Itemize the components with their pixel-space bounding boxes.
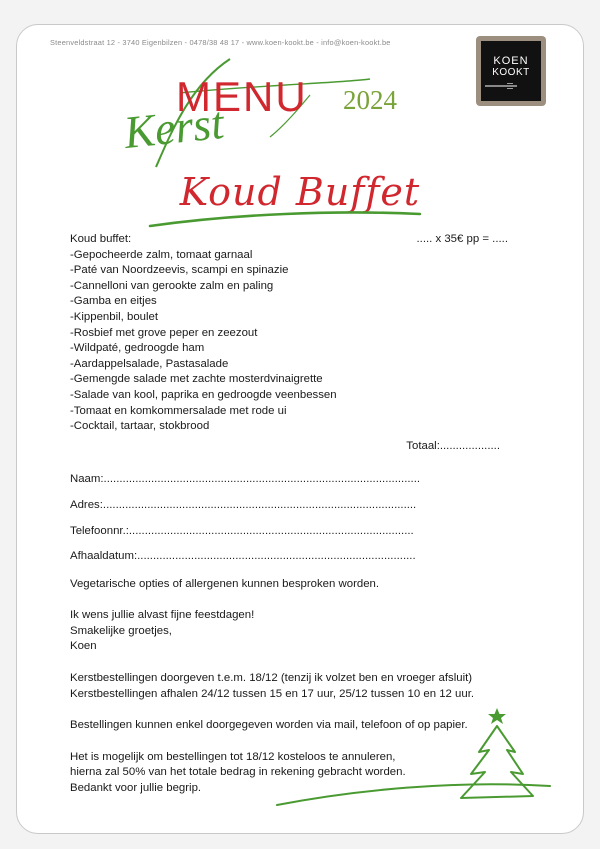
list-item: -Kippenbil, boulet xyxy=(70,310,159,323)
logo-text-koen: KOEN xyxy=(493,55,529,67)
list-item: -Aardappelsalade, Pastasalade xyxy=(70,357,229,370)
total-field[interactable]: Totaal:................... xyxy=(406,439,500,452)
order-info-block xyxy=(70,671,540,702)
contact-line: Steenveldstraat 12 - 3740 Eigenbilzen - 0478/38 48 17 - www.koen-kookt.be - info@koen-kookt.be xyxy=(50,38,391,47)
christmas-tree-icon xyxy=(275,700,555,812)
name-field[interactable]: Naam:.................................................................................................... xyxy=(70,473,421,486)
list-item: -Wildpaté, gedroogde ham xyxy=(70,342,205,355)
signature-text: Koen xyxy=(70,640,97,653)
price-line[interactable]: ..... x 35€ pp = ..... xyxy=(416,233,508,245)
title-year: 2024 xyxy=(343,85,397,115)
list-item: -Salade van kool, paprika en gedroogde veenbessen xyxy=(70,388,337,401)
list-item: -Paté van Noordzeevis, scampi en spinazie xyxy=(70,264,289,277)
vegetarian-note: Vegetarische opties of allergenen kunnen besproken worden. xyxy=(70,577,380,590)
pickup-date-field[interactable]: Afhaaldatum:........................................................................................ xyxy=(70,550,416,563)
cancel-text-1: Het is mogelijk om bestellingen tot 18/12 kosteloos te annuleren, xyxy=(70,750,396,763)
pickup-times-text: Kerstbestellingen afhalen 24/12 tussen 15 en 17 uur, 25/12 tussen 10 en 12 uur. xyxy=(70,687,475,700)
order-deadline-text: Kerstbestellingen doorgeven t.e.m. 18/12 (tenzij ik volzet ben en vroeger afsluit) xyxy=(70,672,473,685)
title-kerst: Kerst xyxy=(121,96,227,159)
cancel-text-2: hierna zal 50% van het totale bedrag in rekening gebracht worden. xyxy=(70,766,406,779)
section-title: Koud Buffet xyxy=(179,170,421,214)
koen-kookt-logo xyxy=(476,36,546,106)
buffet-item-list xyxy=(70,248,540,435)
buffet-heading-row xyxy=(70,232,540,248)
kerstmenu-title xyxy=(120,55,440,175)
logo-inner xyxy=(481,41,541,101)
address-field[interactable]: Adres:................................................................................................... xyxy=(70,498,417,511)
underline-swash-icon xyxy=(145,208,425,232)
title-menu: MENU xyxy=(176,73,308,120)
list-item: -Cocktail, tartaar, stokbrood xyxy=(70,420,210,433)
phone-field[interactable]: Telefoonnr.:.......................................................................................... xyxy=(70,524,414,537)
logo-text-kookt: KOOKT xyxy=(492,67,530,78)
list-item: -Gepocheerde zalm, tomaat garnaal xyxy=(70,248,253,261)
list-item: -Cannelloni van gerookte zalm en paling xyxy=(70,279,274,292)
wish-text: Ik wens jullie alvast fijne feestdagen! xyxy=(70,609,255,622)
buffet-heading: Koud buffet: xyxy=(70,233,132,245)
list-item: -Gemengde salade met zachte mosterdvinaigrette xyxy=(70,373,323,386)
thanks-text: Bedankt voor jullie begrip. xyxy=(70,782,202,795)
greeting-block xyxy=(70,608,540,655)
list-item: -Tomaat en komkommersalade met rode ui xyxy=(70,404,287,417)
cutlery-icon xyxy=(481,82,521,90)
greeting-text: Smakelijke groetjes, xyxy=(70,624,172,637)
order-channels-text: Bestellingen kunnen enkel doorgegeven worden via mail, telefoon of op papier. xyxy=(70,719,468,732)
list-item: -Rosbief met grove peper en zeezout xyxy=(70,326,258,339)
list-item: -Gamba en eitjes xyxy=(70,295,157,308)
